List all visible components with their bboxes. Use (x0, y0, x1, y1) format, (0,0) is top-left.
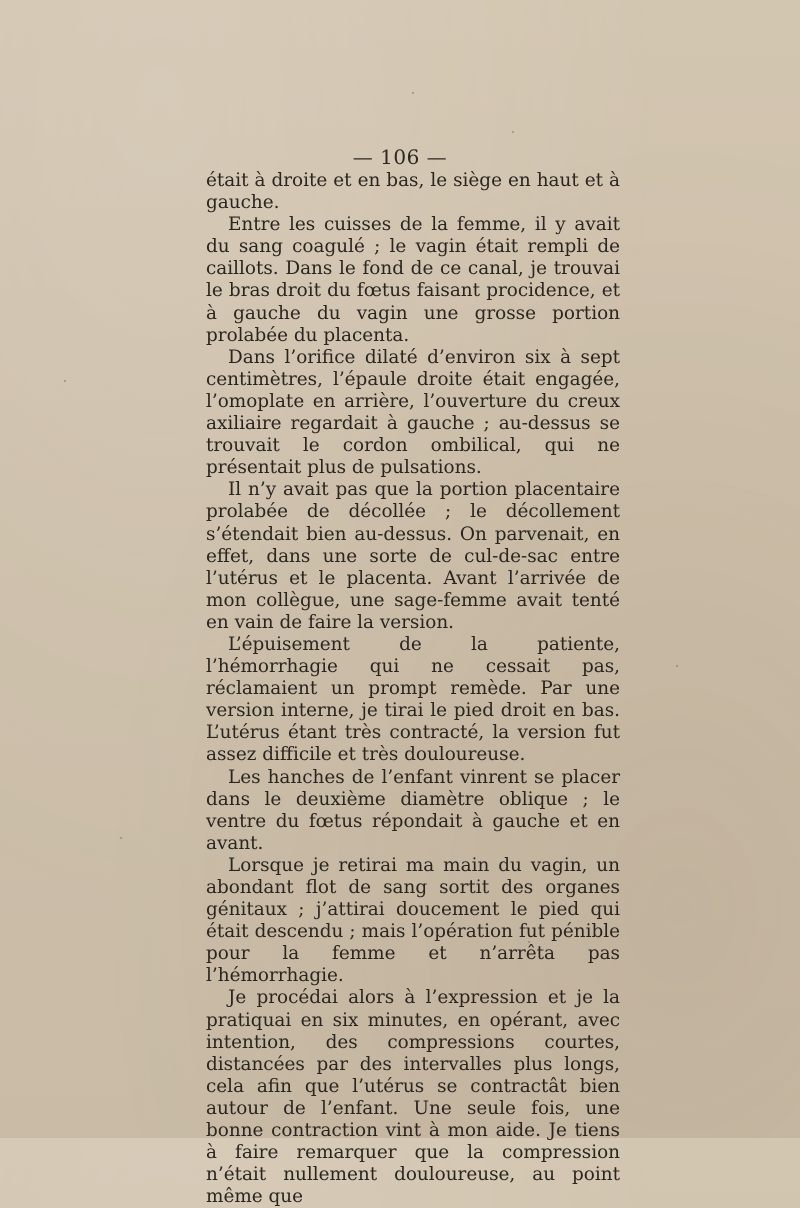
paper-speck (512, 131, 514, 133)
paper-speck (676, 665, 678, 667)
paper-speck (120, 837, 122, 839)
body-text (206, 170, 620, 1208)
paragraph-decollement: Il n’y avait pas que la portion placentaire prolabée de décollée ; le décollement s’étendait bien au-dessus. On parvenait, en effet, dans une sorte de cul-de-sac entre l’utérus et le placenta. Avant l’arrivée de mon collègue, une sage-femme avait tenté en vain de faire la version. (206, 479, 620, 633)
paper-speck (64, 380, 66, 382)
paragraph-epuisement: L’épuisement de la patiente, l’hémorrhagie qui ne cessait pas, réclamaient un prompt remède. Par une version interne, je tirai le pied droit en bas. L’utérus étant très contracté, la version fut assez difficile et très douloureuse. (206, 633, 620, 766)
paper-speck (528, 941, 530, 943)
paragraph-expression: Je procédai alors à l’expression et je la pratiquai en six minutes, en opérant, avec intention, des compressions courtes, distancées par des intervalles plus longs, cela afin que l’utérus se contractât bien autour de l’enfant. Une seule fois, une bonne contraction vint à mon aide. Je tiens à faire remarquer que la compression n’était nullement douloureuse, au point même que (206, 987, 620, 1208)
paper-speck (412, 92, 414, 94)
paragraph-cuisses: Entre les cuisses de la femme, il y avait du sang coagulé ; le vagin était rempli de caillots. Dans le fond de ce canal, je trouvai le bras droit du fœtus faisant procidence, et à gauche du vagin une grosse portion prolabée du placenta. (206, 214, 620, 346)
paragraph-retrait: Lorsque je retirai ma main du vagin, un abondant flot de sang sortit des organes génitaux ; j’attirai doucement le pied qui était descendu ; mais l’opération fut pénible pour la femme et n’arrêta pas l’hémorrhagie. (206, 854, 620, 987)
paragraph-hanches: Les hanches de l’enfant vinrent se placer dans le deuxième diamètre oblique ; le ventre du fœtus répondait à gauche et en avant. (206, 766, 620, 854)
paragraph-continuation: était à droite et en bas, le siège en haut et à gauche. (206, 170, 620, 214)
page-number: — 106 — (352, 145, 448, 169)
paragraph-orifice: Dans l’orifice dilaté d’environ six à sept centimètres, l’épaule droite était engagée, l’omoplate en arrière, l’ouverture du creux axiliaire regardait à gauche ; au-dessus se trouvait le cordon ombilical, qui ne présentait plus de pulsations. (206, 346, 620, 479)
